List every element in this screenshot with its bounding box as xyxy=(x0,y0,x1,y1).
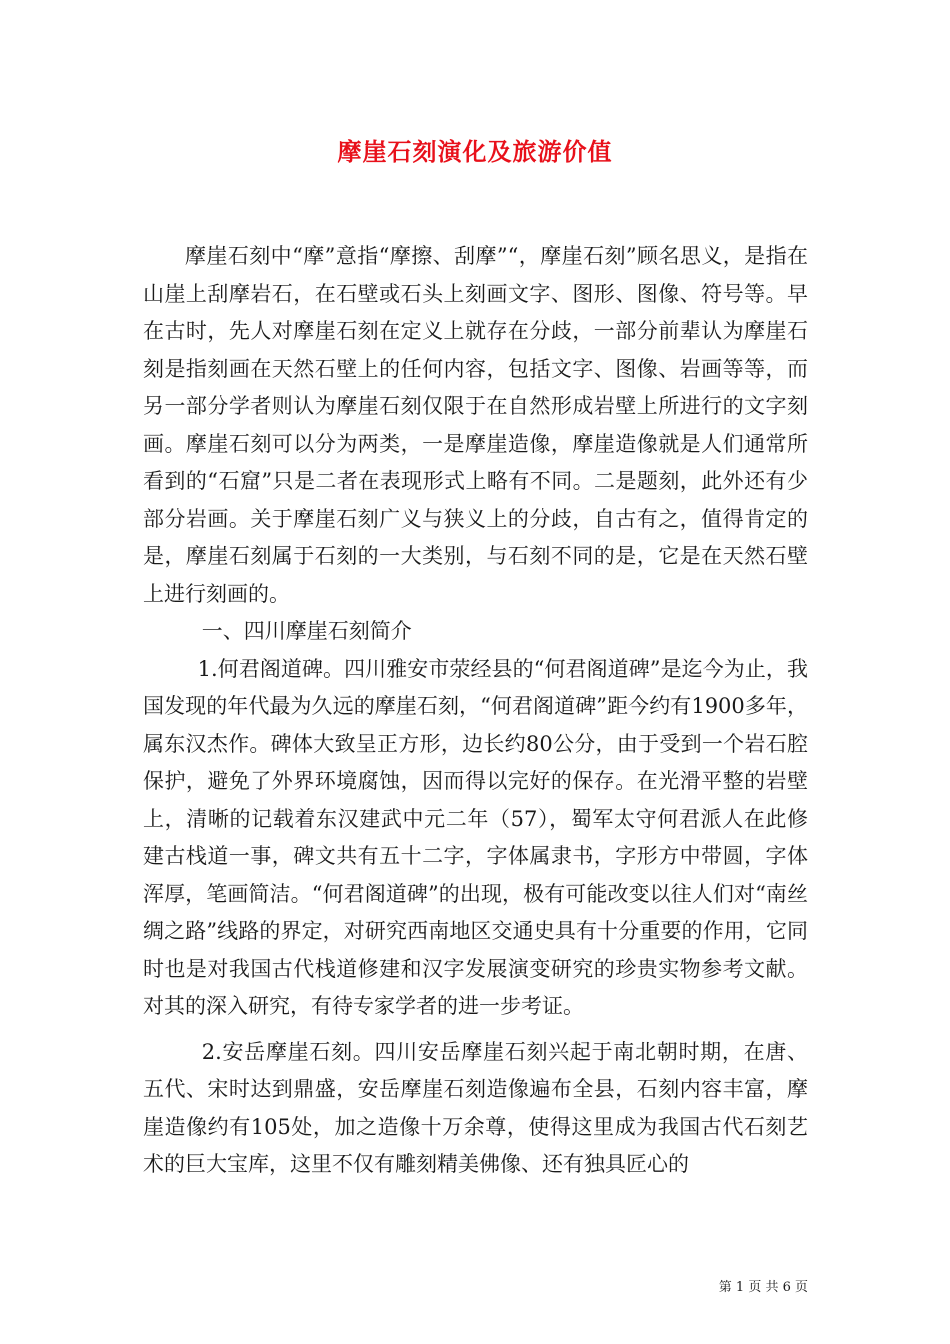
document-body xyxy=(143,238,808,1184)
section-heading: 一、四川摩崖石刻简介 xyxy=(201,619,412,643)
item-2-paragraph: 2.安岳摩崖石刻。四川安岳摩崖石刻兴起于南北朝时期，在唐、五代、宋时达到鼎盛，安岳摩崖石刻造像遍布全县，石刻内容丰富，摩崖造像约有105处，加之造像十万余尊，使得这里成为我国古代石刻艺术的巨大宝库，这里不仅有雕刻精美佛像、还有独具匠心的 xyxy=(143,1039,808,1176)
intro-paragraph: 摩崖石刻中“摩”意指“摩擦、刮摩”“，摩崖石刻”顾名思义，是指在山崖上刮摩岩石，在石壁或石头上刻画文字、图形、图像、符号等。早在古时，先人对摩崖石刻在定义上就存在分歧，一部分前辈认为摩崖石刻是指刻画在天然石壁上的任何内容，包括文字、图像、岩画等等，而另一部分学者则认为摩崖石刻仅限于在自然形成岩壁上所进行的文字刻画。摩崖石刻可以分为两类，一是摩崖造像，摩崖造像就是人们通常所看到的“石窟”只是二者在表现形式上略有不同。二是题刻，此外还有少部分岩画。关于摩崖石刻广义与狭义上的分歧，自古有之，值得肯定的是，摩崖石刻属于石刻的一大类别，与石刻不同的是，它是在天然石壁上进行刻画的。 xyxy=(143,244,808,606)
page-number: 第 1 页 共 6 页 xyxy=(718,1280,808,1295)
document-title: 摩崖石刻演化及旅游价值 xyxy=(337,137,613,166)
item-1-paragraph: 1.何君阁道碑。四川雅安市荥经县的“何君阁道碑”是迄今为止，我国发现的年代最为久远的摩崖石刻，“何君阁道碑”距今约有1900多年，属东汉杰作。碑体大致呈正方形，边长约80公分，由于受到一个岩石腔保护，避免了外界环境腐蚀，因而得以完好的保存。在光滑平整的岩壁上，清晰的记载着东汉建武中元二年（57），蜀军太守何君派人在此修建古栈道一事，碑文共有五十二字，字体属隶书，字形方中带圆，字体浑厚，笔画简洁。“何君阁道碑”的出现，极有可能改变以往人们对“南丝绸之路”线路的界定，对研究西南地区交通史具有十分重要的作用，它同时也是对我国古代栈道修建和汉字发展演变研究的珍贵实物参考文献。对其的深入研究，有待专家学者的进一步考证。 xyxy=(143,656,808,1018)
